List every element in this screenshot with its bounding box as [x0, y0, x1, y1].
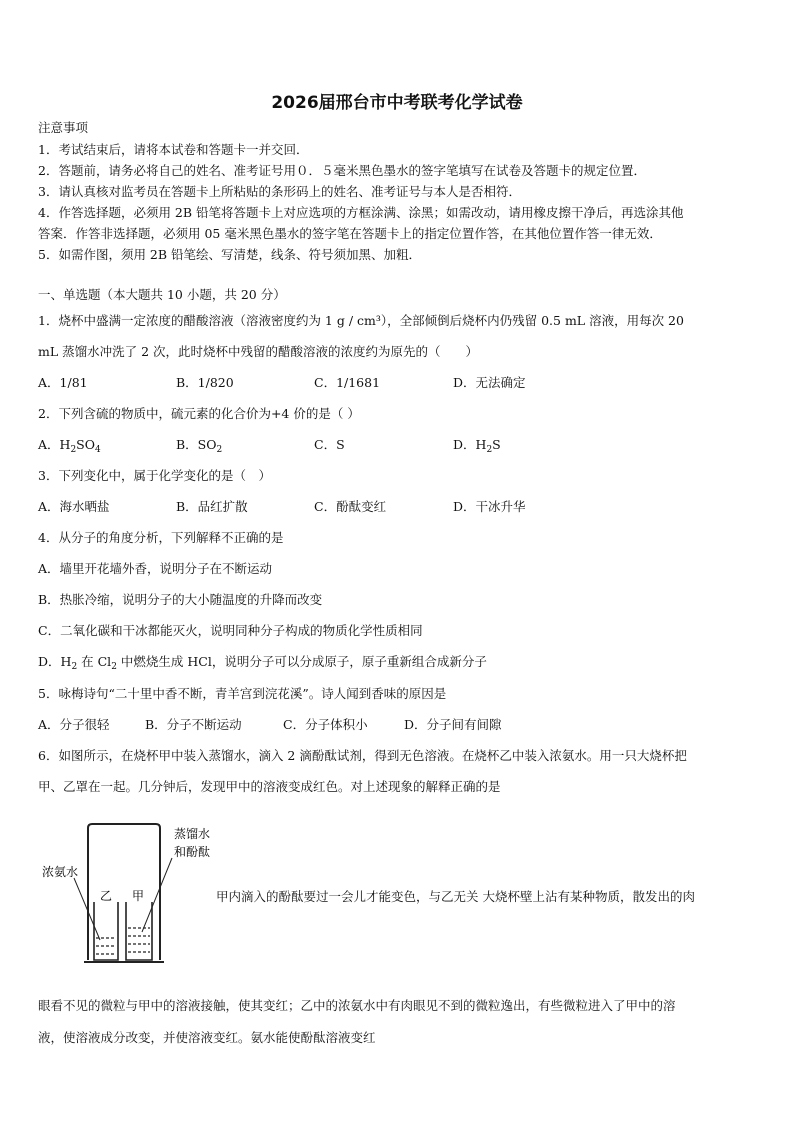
exam-title: 2026届邢台市中考联考化学试卷	[271, 93, 523, 113]
q4-option-a: A．墙里开花墙外香，说明分子在不断运动	[38, 561, 273, 576]
notice-item: 5．如需作图，须用 2B 铅笔绘、写清楚，线条、符号须加黑、加粗．	[38, 247, 422, 262]
label-distilled-water: 蒸馏水	[174, 827, 211, 841]
label-phenolphthalein: 和酚酞	[174, 845, 211, 859]
q4-option-b: B．热胀冷缩，说明分子的大小随温度的升降而改变	[38, 592, 323, 607]
q1-option-c: C．1/1681	[314, 375, 381, 390]
notice-heading: 注意事项	[38, 120, 89, 135]
q3-option-a: A．海水晒盐	[38, 499, 110, 514]
notice-item: 2．答题前，请务必将自己的姓名、准考证号用０．５毫米黑色墨水的签字笔填写在试卷及答题卡的规定位置．	[38, 163, 646, 178]
q1-option-b: B．1/820	[176, 375, 234, 390]
q5-option-c: C．分子体积小	[283, 717, 368, 732]
q4-option-c: C．二氧化碳和干冰都能灭火，说明同种分子构成的物质化学性质相同	[38, 623, 423, 638]
beaker-experiment-figure	[38, 822, 216, 970]
question-6-stem-cont: 甲、乙罩在一起。几分钟后，发现甲中的溶液变成红色。对上述现象的解释正确的是	[38, 779, 501, 794]
q3-option-d: D．干冰升华	[453, 499, 526, 514]
leader-line-right	[142, 858, 172, 932]
section-heading: 一、单选题（本大题共 10 小题，共 20 分）	[38, 287, 286, 302]
q2-option-c: C．S	[314, 437, 345, 452]
notice-item: 3．请认真核对监考员在答题卡上所粘贴的条形码上的姓名、准考证号与本人是否相符．	[38, 184, 521, 199]
q1-option-a: A．1/81	[38, 375, 88, 390]
label-beaker-jia: 甲	[132, 889, 145, 903]
question-4-stem: 4．从分子的角度分析，下列解释不正确的是	[38, 530, 284, 545]
q6-answer-text-cont: 液，使溶液成分改变，并使溶液变红。氨水能使酚酞溶液变红	[38, 1030, 376, 1045]
label-ammonia: 浓氨水	[42, 865, 79, 879]
label-beaker-yi: 乙	[100, 889, 113, 903]
beaker-yi-outline	[94, 902, 118, 960]
q5-option-b: B．分子不断运动	[145, 717, 242, 732]
q5-option-d: D．分子间有间隙	[404, 717, 502, 732]
notice-item: 1．考试结束后，请将本试卷和答题卡一并交回．	[38, 142, 309, 157]
q3-option-c: C．酚酞变红	[314, 499, 387, 514]
q5-option-a: A．分子很轻	[38, 717, 110, 732]
notice-item: 4．作答选择题，必须用 2B 铅笔将答题卡上对应选项的方框涂满、涂黑；如需改动，请用橡皮擦干净后，再选涂其他	[38, 205, 684, 220]
q2-option-a: A．$H_2SO_4$	[38, 437, 101, 455]
question-6-stem: 6．如图所示，在烧杯甲中装入蒸馏水，滴入 2 滴酚酞试剂，得到无色溶液。在烧杯乙中装入浓氨水。用一只大烧杯把	[38, 748, 687, 763]
beaker-jia-liquid	[128, 928, 150, 952]
q2-option-d: D．$H_2S$	[453, 437, 501, 455]
question-3-stem: 3．下列变化中，属于化学变化的是（ ）	[38, 468, 271, 483]
q6-answer-text: 甲内滴入的酚酞要过一会儿才能变色，与乙无关 大烧杯壁上沾有某种物质，散发出的肉	[216, 889, 695, 904]
question-5-stem: 5．咏梅诗句“二十里中香不断，青羊宫到浣花溪”。诗人闻到香味的原因是	[38, 686, 447, 701]
question-1-stem: 1．烧杯中盛满一定浓度的醋酸溶液（溶液密度约为 1 g / cm³），全部倾倒后烧杯内仍残留 0.5 mL 溶液，用每次 20	[38, 313, 684, 328]
q1-option-d: D．无法确定	[453, 375, 526, 390]
beaker-yi-liquid	[96, 938, 116, 954]
large-beaker-outline	[88, 824, 160, 960]
question-1-stem-cont: mL 蒸馏水冲洗了 2 次，此时烧杯中残留的醋酸溶液的浓度约为原先的（ ）	[38, 344, 479, 359]
beaker-jia-outline	[126, 902, 152, 960]
q6-answer-text-cont: 眼看不见的微粒与甲中的溶液接触，使其变红；乙中的浓氨水中有肉眼见不到的微粒逸出，有些微粒进入了甲中的溶	[38, 998, 676, 1013]
notice-item: 答案．作答非选择题，必须用 05 毫米黑色墨水的签字笔在答题卡上的指定位置作答，在其他位置作答一律无效．	[38, 226, 662, 241]
q2-option-b: B．$SO_2$	[176, 437, 223, 455]
q3-option-b: B．品红扩散	[176, 499, 248, 514]
question-2-stem: 2．下列含硫的物质中，硫元素的化合价为+4 价的是（ ）	[38, 406, 360, 421]
q4-option-d: D．$H_2$ 在 $Cl_2$ 中燃烧生成 HCl，说明分子可以分成原子，原子重新组合成新分子	[38, 654, 487, 672]
